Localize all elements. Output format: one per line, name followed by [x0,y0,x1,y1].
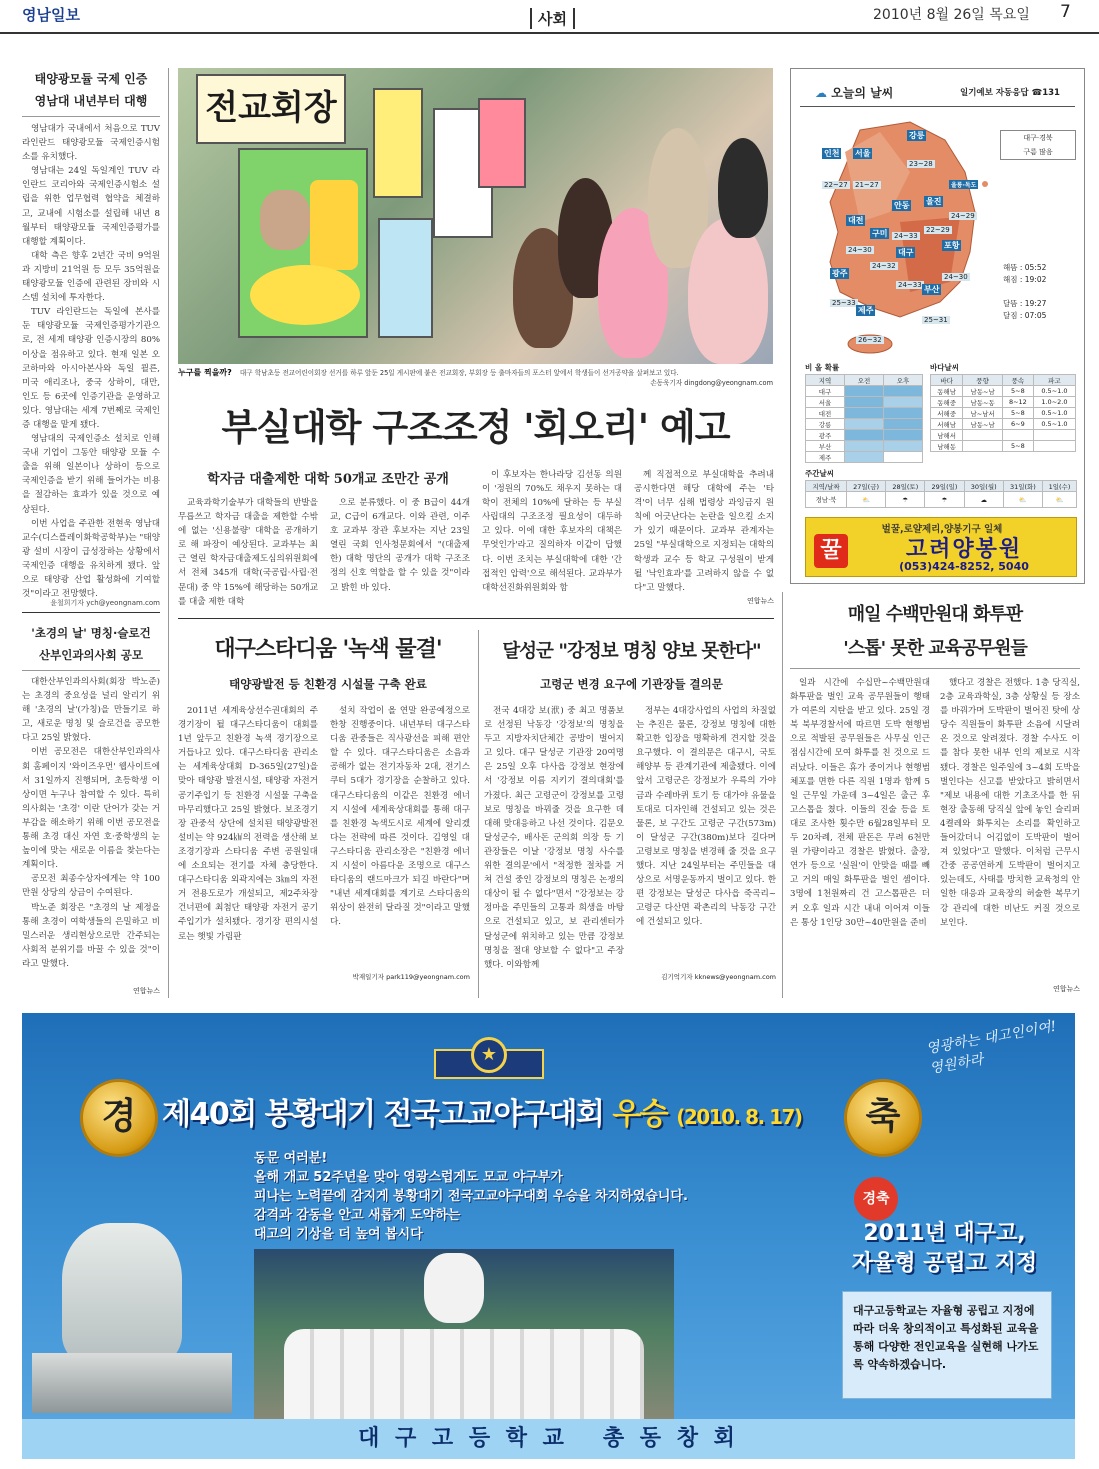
sea-cell [1002,430,1033,441]
city-label: 대전 [848,216,864,225]
paragraph: 박노준 회장은 "초경의 날 제정을 통해 초경이 여학생들의 은밀하고 비밀스러운 생리현상으로만 간주되는 사회적 분위기를 바꿀 수 있을 것"이라고 말했다. [22,902,160,969]
paragraph: 영남대의 국제인증소 설치로 인해 국내 기업이 그동안 태양광 모듈 수출을 위해 일본이나 상하이 등으로 국제인증을 받기 위해 들어가는 비용을 절감하는 효과가 있을 것으로 예상된다. [22,434,160,515]
divider [178,618,774,619]
column-divider [478,630,479,998]
weekly-head: 29일(일) [925,481,964,492]
ad-message [254,1149,794,1244]
sea-cell [963,441,1003,452]
region-name: 대구·경북 [1023,134,1053,142]
dalseong-headline[interactable]: 달성군 "강정보 명칭 양보 못한다" [502,641,761,662]
sea-cell [1033,430,1075,441]
paragraph: 정부는 4대강사업의 사업의 차질없는 추진은 물론, 강정보 명칭에 대한 확고한 입장을 명확하게 견지할 것을 요구했다. 이 결의문은 대구시, 국토해양부 등 관계기관에 제출됐다. 이에앞서 고령군은 강정보가 우륵의 가야금과 수레바퀴 토기 등 대가야 유물을 토대로 디자인해 건설되고 있는 것은 물론, 보 구간도 고령군 구간(573m)이 달성군 구간(380m)보다 길다며 고령보로 명칭을 변경해 줄 것을 요구했다. 지난 24일부터는 주민들을 대상으로 서명운동까지 벌이고 있다. 한편 강정보는 달성군 다사읍 죽곡리~고령군 다산면 곽촌리의 낙동강 구간에 건설되고 있다. [636,706,776,928]
rain-region: 서울 [806,397,845,408]
cloud-sun-icon: ⛅ [846,492,885,508]
weather-title-text: 오늘의 날씨 [831,86,894,100]
honey-ad-name: 고려양봉원 [905,537,1023,562]
tiger-body [62,1223,182,1363]
stadium-headline[interactable]: 대구스타디움 '녹색 물결' [214,637,442,662]
statue-pedestal [32,1353,232,1413]
col1-story2-body [22,675,160,985]
weather-hotline[interactable]: 일기예보 자동응답 ☎131 [960,88,1060,98]
city-temp: 24~30 [848,246,872,254]
ad-script-slogan: 영광하는 대고인이여! 영원하라 [924,1018,1058,1077]
congrats-circle: 경축 [854,1177,898,1221]
region-condition: 구름 많음 [1023,148,1053,156]
city-label: 인천 [824,149,840,158]
panel-body: 대구고등학교는 자율형 공립고 지정에 따라 더욱 창의적이고 특성화된 교육을 통해 다양한 전인교육을 실현해 나가도록 약속하겠습니다. [842,1291,1052,1399]
col1-headline [22,68,160,112]
rain-region: 부산 [806,441,845,452]
sea-cell: 6~9 [1002,419,1033,430]
col1-story2-byline: 연합뉴스 [132,987,160,995]
city-temp: 22~27 [824,181,848,189]
rain-cloud-icon: ☂ [925,492,964,508]
moonset: 달짐 : 07:05 [1003,311,1047,320]
dalseong-subhead: 고령군 변경 요구에 기관장들 결의문 [540,677,723,691]
city-label: 제주 [858,306,874,315]
campaign-poster [238,148,368,338]
weekly-region: 경남·북 [806,492,847,508]
sea-cell: 남해동 [931,441,963,452]
weekly-head: 지역/날짜 [806,481,847,492]
dalseong-byline: 김기억기자 kknews@yeongnam.com [661,973,776,981]
rain-region: 제주 [806,452,845,463]
city-temp: 24~32 [872,262,896,270]
news-photo[interactable] [178,68,773,364]
rain-region: 대전 [806,408,845,419]
team-photo [254,1249,674,1429]
ad-title-text: 제40회 봉황대기 전국고교야구대회 [162,1097,604,1132]
main-article-col [178,496,318,606]
paragraph: 교육과학기술부가 대학들의 반발을 무릅쓰고 학자금 대출을 제한할 수밖에 없는 '신용불량' 대학을 공개하기로 해 파장이 예상된다. 교과부는 최근 열린 학자금대출제도심의위원회에서 전체 345개 대학(국공립·사립·전문대) 중 약 15%에 해당하는 50개교를 대출 제한 대학 [178,498,318,607]
cloud-sun-icon: ⛅ [1043,492,1077,508]
col1-story2-headline-line1: '초경의 날' 명칭·슬로건 [31,626,151,640]
sea-head: 풍속 [1002,375,1033,386]
rain-head: 오후 [884,375,923,386]
cloud-sun-icon: ☁ [815,86,827,100]
ad-message-line: 대고의 기상을 더 높여 봅시다 [254,1227,423,1242]
paragraph: 께 직접적으로 부실대학을 추려내 공시한다면 해당 대학에 주는 '타격'이 너무 심해 법령상 과잉금지 원칙에 어긋난다는 논란을 일으킬 소지가 있기 때문이다. 교과부 관계자는 25일 "부실대학으로 지정되는 대학의 학생과 교수 등 학교 구성원이 받게 될 '낙인효과'를 고려하지 않을 수 없다"고 말했다. [634,470,774,593]
paragraph: 이번 사업을 주관한 전현욱 영남대 교수(디스플레이화학공학부)는 "태양광 설비 시장이 급성장하는 상황에서 국제인증 대행을 유치하게 됐다. 앞으로 태양광 산업 활성화에 기여할 것"이라고 전망했다. [22,518,160,600]
sea-cell: 남~남서 [963,408,1003,419]
city-label: 안동 [894,201,910,210]
paragraph: 설치 작업이 올 연말 완공예정으로 한창 진행중이다. 내년부터 대구스타디움 관중들은 직사광선을 피해 편안할 수 있다. 대구스타디움은 소음과 공해가 없는 전기자동차 2대, 전기스쿠터 5대가 경기장을 순찰하고 있다. 대구스타디움의 이같은 친환경 에너지 시설에 세계육상대회를 통해 대구를 친환경 녹색도시로 세계에 알리겠다는 전략에 따른 것이다. 김영일 대구스타디움 관리소장은 "친환경 에너지 시설이 아름다운 조명으로 대구스타디움의 랜드마크가 되길 바란다"며 "내년 세계대회를 계기로 스타디움의 위상이 완전히 달라질 것"이라고 말했다. [330,706,470,928]
gambling-headline-line2: '스톱' 못한 교육공무원들 [843,638,1027,659]
sea-cell [963,430,1003,441]
gambling-headline-line1: 매일 수백만원대 화투판 [847,604,1023,625]
paragraph: 영남대가 국내에서 처음으로 TUV 라인란드 태양광모듈 국제인증시험소를 유치했다. [22,124,160,163]
right-celebration-badge: 축 [844,1079,922,1157]
tiger-statue [32,1203,232,1423]
paragraph: 했다고 경찰은 전했다. 1층 당직실, 2층 교육과학실, 3층 상황실 등 장소를 바꿔가며 도박판이 벌어진 탓에 상당수 직원들이 화투판 소음에 시달려온 것으로 알려졌다. 경찰 수사도 이를 참다 못한 내부 인의 제보로 시작됐다. 경찰은 일주일에 3~4회 도박을 벌인다는 신고를 받았다고 밝히면서 "제보 내용에 대한 기초조사를 한 뒤 현장 출동해 당직실 앞에 놓인 슬리퍼 4켤레와 화투치는 소리를 확인하고 들어갔더니 어김없이 도박판이 벌어져 있었다"고 말했다. 이처럼 근무시간중 공공연하게 도박판이 벌어지고 있는데도, 사태를 방치한 교육청의 안일한 대응과 교육장의 허술한 복무기강 관리에 대한 비난도 커질 것으로 보인다. [940,678,1080,928]
divider [22,670,160,671]
paragraph: 전국 4대강 보(洑) 중 최고 명품보로 선정된 낙동강 '강정보'의 명칭을 두고 지방자치단체간 공방이 벌어지고 있다. 대구 달성군 기관장 20여명은 25일 오후 다사읍 강정보 현장에서 '강정보 이름 지키기 결의대회'를 가졌다. 최근 고령군이 강정보를 고령보로 명칭을 바꿔줄 것을 요구한 데 대해 맞대응하고 나선 것이다. 김문오 달성군수, 배사돈 군의회 의장 등 기관장들은 이날 '강정보 명칭 사수를 위한 결의문'에서 "적정한 절차를 거쳐 건설 중인 강정보의 명칭은 논쟁의 대상이 될 수 없다"면서 "강정보는 강정마을 주민들의 고통과 희생을 바탕으로 건설되고 있고, 보 관리센터가 달성군에 위치하고 있는 만큼 강정보 명칭을 절대 양보할 수 없다"고 주장했다. 이와함께 [484,706,624,970]
city-temp: 25~33 [832,299,856,307]
col1-story2-headline-line2: 산부인과의사회 공모 [39,648,143,662]
gambling-headline[interactable] [790,598,1080,666]
photo-caption [178,368,773,388]
honey-ad[interactable] [805,517,1077,577]
divider [22,612,160,613]
ulleung-shape [982,181,988,187]
alumni-ad[interactable] [22,1013,1075,1459]
col1-headline-line1: 태양광모듈 국제 인증 [34,72,148,86]
main-article-col [330,496,470,606]
sunrise: 해뜸 : 05:52 [1003,263,1047,272]
divider [22,116,160,117]
campaign-poster [373,88,423,198]
city-temp: 24~33 [898,281,922,289]
dalseong-article-col [484,704,624,994]
number-badge [310,180,358,270]
city-label: 울릉·독도 [951,182,977,189]
candidate-photo [260,190,310,250]
sea-table [930,374,1076,452]
sea-cell [1033,441,1075,452]
dalseong-article-col [636,704,776,966]
city-label: 강릉 [909,131,925,140]
sea-cell: 5~8 [1002,441,1033,452]
page-header [0,0,1099,34]
weekly-title: 주간날씨 [805,469,834,478]
rain-region: 대구 [806,386,845,397]
panel-title-line1: 2011년 대구고, [863,1221,1026,1246]
rain-title: 비 올 확률 [805,363,840,372]
panel-title [832,1219,1057,1279]
paragraph: TUV 라인란드는 독일에 본사를 둔 태양광모듈 국제인증평가기관으로, 전 세계 태양광 인증시장의 80% 이상을 점유하고 있다. 현재 일본 오코하마와 아시아본사와 독일 쾰른, 미국 애리조나, 중국 상하이, 대만, 인도 등 6곳에 인증기관을 운영하고 있다. 영남대는 세계 7번째로 국제인증 대행을 맡게 됐다. [22,307,160,430]
sea-cell: 1.0~2.0 [1033,397,1075,408]
rain-head: 지역 [806,375,845,386]
section-label: 사회 [530,8,575,29]
ad-title-date: (2010. 8. 17) [676,1105,802,1129]
city-label: 울진 [926,197,942,206]
city-temp: 21~27 [855,181,879,189]
sea-head: 바다 [931,375,963,386]
sea-cell: 5~8 [1002,386,1033,397]
stadium-article-col [178,704,318,994]
divider [800,106,1075,107]
col1-headline-line2: 영남대 내년부터 대행 [34,94,148,108]
ad-title [162,1089,847,1133]
honey-ad-phone: (053)424-8252, 5040 [899,560,1029,573]
sea-cell: 동해남 [931,386,963,397]
stadium-article-col [330,704,470,966]
left-celebration-badge: 경 [80,1079,158,1157]
sea-cell: 5~8 [1002,408,1033,419]
sea-cell: 서해남 [931,419,963,430]
column-divider [782,592,783,998]
cloud-icon: ☁ [964,492,1003,508]
rain-table [805,374,923,463]
sea-cell: 서해중 [931,408,963,419]
city-temp: 24~30 [944,273,968,281]
moon-times [1003,298,1046,322]
city-temp: 24~33 [894,232,918,240]
weekly-head: 27일(금) [846,481,885,492]
sea-cell: 0.5~1.0 [1033,386,1075,397]
paragraph: 대학 측은 향후 2년간 국비 9억원과 지방비 21억원 등 모두 35억원을 태양광모듈 인증에 관련된 장비와 시스템 설치에 투자한다. [22,250,160,304]
region-forecast-box [1000,130,1076,160]
ad-footer-text: 대 구 고 등 학 교 총 동 창 회 [358,1426,739,1451]
student-figure [688,218,768,364]
main-subhead: 학자금 대출제한 대학 50개교 조만간 공개 [207,472,449,487]
weather-title [815,84,893,101]
sun-times [1003,262,1046,286]
ad-message-line: 감격과 감동을 안고 새롭게 도약하는 [254,1208,461,1223]
city-label: 포항 [944,241,960,250]
main-headline[interactable]: 부실대학 구조조정 '회오리' 예고 [221,406,730,449]
sea-head: 풍향 [963,375,1003,386]
honey-glyph-icon: 꿀 [814,534,848,568]
newspaper-logo[interactable]: 영남일보 [22,6,80,24]
ad-title-win: 우승 [612,1097,668,1132]
sea-cell: 8~12 [1002,397,1033,408]
city-label: 부산 [924,285,940,294]
divider [790,668,1080,669]
col1-story2-headline [22,622,160,666]
rain-region: 광주 [806,430,845,441]
weekly-head: 1일(수) [1043,481,1077,492]
honey-ad-tagline: 벌꿀,로얄제리,양봉기구 일체 [881,524,1003,535]
moonrise: 달뜸 : 19:27 [1003,299,1047,308]
ad-message-line: 올해 개교 52주년을 맞아 영광스럽게도 모교 야구부가 [254,1170,563,1185]
city-temp: 26~32 [858,336,882,344]
cloud-sun-icon: ⛅ [1003,492,1042,508]
sea-cell: 남해서 [931,430,963,441]
paragraph: 이번 공모전은 대한산부인과의사회 홈페이지 '와이즈우먼' 웹사이트에서 31일까지 진행되며, 초등학생 이상이면 누구나 참여할 수 있다. 특히 의사회는 '초경' 이란 단어가 갖는 거부감을 해소하기 위해 이번 공모전을 통해 초경 대신 자연 호·중학생의 눈높이에 맞는 새로운 이름을 찾는다는 계획이다. [22,747,160,871]
sea-cell: 남동~남 [963,386,1003,397]
weekly-table [805,480,1077,508]
poster-title: 전교회장 [196,74,346,144]
paragraph: 일과 시간에 수십만~수백만원대 화투판을 벌인 교육 공무원들이 행태가 여론의 지탄을 받고 있다. 25일 경북 북부경찰서에 따르면 도박 현행범으로 적발된 공무원들은 사무실 인근 점심시간에 모여 화투를 친 것으로 드러났다. 이들은 휴가 중이거나 현행범 체포를 면한 다른 직원 1명과 함께 5일 근무일 가운데 3~4일은 출근 후 고스톱을 쳤다. 이들의 진술 등을 토대로 조사한 횟수만 6월28일부터 모두 20차례, 전체 판돈은 무려 6천만원 가량이라고 경찰은 밝혔다. 출장, 연가 등으로 '실원'이 안맞을 때를 빼고 거의 매일 화투판을 벌인 셈이다. 3명에 1천원짜리 건 고스톱판은 더 커 오후 일과 시간 내내 이어져 이들은 통상 1인당 30만~40만원을 준비 [790,678,930,928]
sea-cell: 0.5~1.0 [1033,419,1075,430]
main-byline: 연합뉴스 [746,597,774,605]
ad-message-line: 동문 여러분! [254,1151,328,1166]
city-label: 서울 [855,149,871,158]
gambling-article-col [790,676,930,994]
col1-article-body [22,122,160,600]
issue-date: 2010년 8월 26일 목요일 [873,7,1030,23]
caption-label: 누구를 찍을까? [178,368,232,377]
panel-title-line2: 자율형 공립고 지정 [851,1251,1038,1276]
rain-head: 오전 [845,375,884,386]
city-temp: 22~29 [926,226,950,234]
sea-cell: 남동~동 [963,397,1003,408]
ad-message-line: 피나는 노력끝에 감지게 봉황대기 전국고교야구대회 우승을 차지하였습니다. [254,1189,688,1204]
stadium-subhead: 태양광발전 등 친환경 시설물 구축 완료 [229,677,427,691]
weekly-head: 31일(화) [1003,481,1042,492]
sea-title: 바다날씨 [930,363,959,372]
campaign-poster [478,98,526,188]
page-number: 7 [1060,2,1071,22]
slogan-bubble [250,265,360,325]
photo-credit: 손동욱기자 dingdong@yeongnam.com [650,379,773,387]
paragraph: 영남대는 24일 독일계인 TUV 라인란드 코리아와 국제인증시험소 설립을 위한 업무협력 협약을 체결하고, 교내에 시험소를 설립해 내년 8월부터 태양광모듈 국제인증평가를 대행할 계획이다. [22,166,160,247]
rain-region: 강릉 [806,419,845,430]
main-article-col [634,468,774,594]
paragraph: 공모전 최종수상자에게는 약 100만원 상당의 상금이 수여된다. [22,874,160,899]
gambling-article-col [940,676,1080,980]
stadium-byline: 박재일기자 park119@yeongnam.com [352,973,470,981]
main-article-col [482,468,622,608]
city-temp: 24~29 [951,212,975,220]
sunset: 해짐 : 19:02 [1003,275,1047,284]
school-emblem-icon: ★ [471,1037,507,1073]
weekly-head: 28일(토) [886,481,925,492]
rain-cloud-icon: ☂ [886,492,925,508]
city-label: 대구 [898,248,914,257]
student-figure [718,138,768,238]
city-temp: 25~31 [924,316,948,324]
city-label: 광주 [832,269,848,278]
city-temp: 23~28 [909,160,933,168]
caption-text: 대구 학남초등 전교어린이회장 선거를 하루 앞둔 25일 게시판에 붙은 전교회장, 부회장 등 출마자들의 포스터 앞에서 학생들이 선거공약을 살펴보고 있다. [239,369,679,377]
campaign-poster [378,218,433,338]
gambling-byline: 연합뉴스 [1052,985,1080,993]
player-figure [424,1253,484,1323]
ad-footer [22,1419,1075,1459]
column-divider [168,68,169,998]
paragraph: 이 후보자는 한나라당 김선동 의원이 '정원의 70%도 채우지 못하는 대학이 전체의 10%에 달하는 등 부실사립대의 구조조정 필요성이 대두하고 있다. 이에 대한 후보자의 대책은 무엇인가'라고 질의하자 이같이 답했다. 이번 조치는 부실대학에 대한 '간접적인 압력'으로 해석된다. 교과부가 대학선진화위원회와 함 [482,470,622,593]
paragraph: 대한산부인과의사회(회장 박노준)는 초경의 중요성을 널리 알리기 위해 '초경의 날'(가칭)을 만들기로 하고, 새로운 명칭 및 슬로건을 공모한다고 25일 밝혔다. [22,677,160,744]
weekly-head: 30일(월) [964,481,1003,492]
sea-cell: 0.5~1.0 [1033,408,1075,419]
sea-head: 파고 [1033,375,1075,386]
paragraph: 2011년 세계육상선수권대회의 주경기장이 될 대구스타디움이 대회를 1년 앞두고 친환경 녹색 경기장으로 거듭나고 있다. 대구스타디움 관리소는 세계육상대회 D-365일(27일)을 맞아 태양광 발전시설, 태양광 자전거 공기주입기 등 친환경 시설물 구축을 마무리했다고 25일 밝혔다. 보조경기장 관중석 상단에 설치된 태양광발전설비는 약 924㎾의 전력을 생산해 보조경기장과 스타디움 주변 공원일대에 소요되는 전기를 자체 충당한다. 대구스타디움 외곽지에는 3㎞의 자전거 전용도로가 개설되고, 제2주차장 건너편에 최첨단 태양광 자전거 공기주입기가 설치됐다. 경기장 편의시설로는 햇빛 가림판 [178,706,318,942]
city-label: 구미 [872,229,888,238]
col1-byline: 윤철희기자 ych@yeongnam.com [50,599,160,607]
paragraph: 으로 분류했다. 이 중 B급이 44개교, C급이 6개교다. 이와 관련, 이주호 교과부 장관 후보자는 지난 23일 열린 국회 인사청문회에서 "(대출제한) 대학 명단의 공개가 대학 구조조정의 신호 역할을 할 수 있을 것"이라고 밝힌 바 있다. [330,498,470,593]
sea-cell: 남동~남 [963,419,1003,430]
sea-cell: 동해중 [931,397,963,408]
